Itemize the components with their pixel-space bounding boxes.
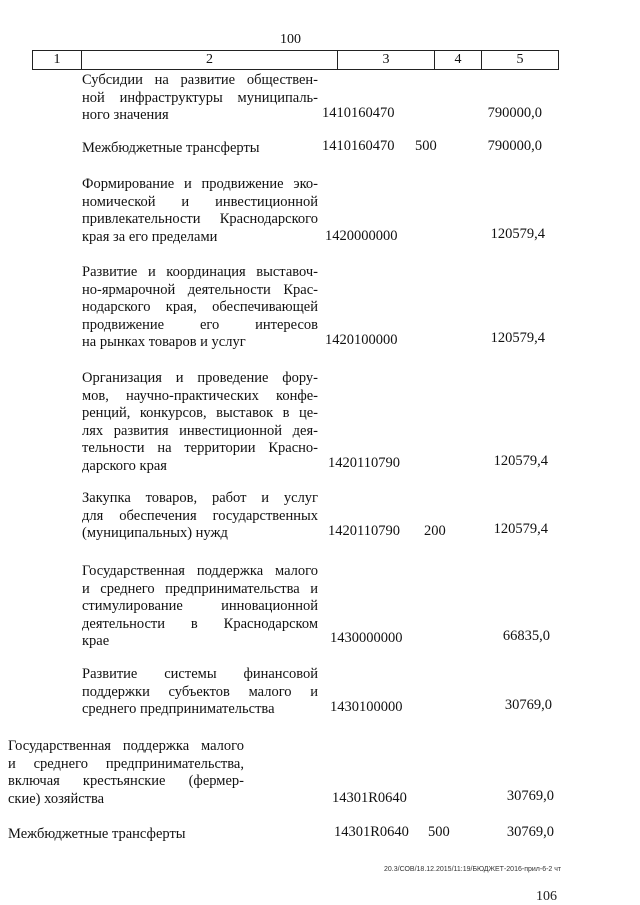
row-name-line: среднего предпринимательства <box>82 701 275 717</box>
row-name-line: Закупка товаров, работ и услуг <box>82 490 318 506</box>
row-amount: 30769,0 <box>504 697 552 713</box>
row-name-line: но-ярмарочной деятельности Крас- <box>82 281 318 298</box>
column-header-2: 2 <box>82 51 338 69</box>
row-name-line: стимулирование инновационной <box>82 598 318 614</box>
row-name <box>82 370 318 475</box>
row-name-line: ренций, конкурсов, выставок в це- <box>82 405 318 421</box>
row-amount: 30769,0 <box>506 824 554 840</box>
row-code: 1420000000 <box>325 228 398 244</box>
row-name-line: и среднего предпринимательства и <box>82 580 318 597</box>
row-code: 14301R0640 <box>332 790 407 806</box>
row-name-line: для обеспечения государственных <box>82 507 318 524</box>
column-header-4: 4 <box>435 51 482 69</box>
row-code: 1420110790 <box>328 455 400 471</box>
row-name-line: на рынках товаров и услуг <box>82 334 246 350</box>
row-amount: 120579,4 <box>490 226 545 242</box>
row-code: 1430100000 <box>330 699 403 715</box>
row-name-line: ного значения <box>82 107 169 123</box>
row-amount: 790000,0 <box>487 138 542 154</box>
row-code: 1410160470 <box>322 138 395 154</box>
column-header-1: 1 <box>33 51 82 69</box>
row-name-line: мов, научно-практических конфе- <box>82 387 318 404</box>
row-amount: 120579,4 <box>493 453 548 469</box>
row-name <box>8 826 244 844</box>
row-name-line: (муниципальных) нужд <box>82 525 228 541</box>
row-code: 1430000000 <box>330 630 403 646</box>
document-footer-code: 20.3/СОВ/18.12.2015/11:19/БЮДЖЕТ-2016-прил-6-2 чт <box>384 866 562 873</box>
row-expense-type: 200 <box>424 523 446 539</box>
row-code: 1420100000 <box>325 332 398 348</box>
row-name <box>82 176 318 246</box>
row-name-line: и среднего предпринимательства, <box>8 755 244 772</box>
row-name-line: Развитие и координация выставоч- <box>82 264 318 280</box>
row-name-line: номической и инвестиционной <box>82 193 318 210</box>
column-header-5: 5 <box>482 51 559 69</box>
next-page-number-fragment: 106 <box>536 889 557 904</box>
row-expense-type: 500 <box>428 824 450 840</box>
row-name-line: Межбюджетные трансферты <box>82 140 260 156</box>
row-name <box>82 72 318 125</box>
row-name-line: дарского края <box>82 457 167 474</box>
row-name-line: Межбюджетные трансферты <box>8 826 186 842</box>
row-name-line: ной инфраструктуры муниципаль- <box>82 89 318 106</box>
row-name <box>82 666 318 719</box>
page-number: 100 <box>280 32 301 47</box>
row-name-line: Организация и проведение фору- <box>82 370 318 386</box>
row-amount: 120579,4 <box>490 330 545 346</box>
row-code: 1410160470 <box>322 105 395 121</box>
row-amount: 120579,4 <box>493 521 548 537</box>
row-name-line: тельности на территории Красно- <box>82 440 318 456</box>
row-name-line: Формирование и продвижение эко- <box>82 176 318 192</box>
row-name-line: Развитие системы финансовой <box>82 666 318 682</box>
row-expense-type: 500 <box>415 138 437 154</box>
row-code: 14301R0640 <box>334 824 409 840</box>
row-name-line: включая крестьянские (фермер- <box>8 773 244 789</box>
row-name-line: ские) хозяйства <box>8 790 105 807</box>
row-code: 1420110790 <box>328 523 400 539</box>
row-amount: 66835,0 <box>502 628 550 644</box>
row-name-line: продвижение его интересов <box>82 316 318 333</box>
column-header-3: 3 <box>338 51 435 69</box>
row-name <box>82 264 318 352</box>
row-name <box>8 738 244 808</box>
row-name <box>82 563 318 651</box>
row-name-line: Государственная поддержка малого <box>8 738 244 754</box>
row-name <box>82 140 318 158</box>
row-amount: 790000,0 <box>487 105 542 121</box>
row-name-line: привлекательности Краснодарского <box>82 211 318 227</box>
row-name-line: Субсидии на развитие обществен- <box>82 72 318 88</box>
row-name-line: деятельности в Краснодарском <box>82 615 318 632</box>
row-name-line: поддержки субъектов малого и <box>82 683 318 700</box>
row-name <box>82 490 318 543</box>
row-name-line: края за его пределами <box>82 228 218 245</box>
column-header-table <box>32 50 559 70</box>
row-name-line: крае <box>82 633 110 649</box>
row-name-line: лях развития инвестиционной дея- <box>82 422 318 439</box>
row-name-line: нодарского края, обеспечивающей <box>82 299 318 315</box>
row-amount: 30769,0 <box>506 788 554 804</box>
row-name-line: Государственная поддержка малого <box>82 563 318 579</box>
